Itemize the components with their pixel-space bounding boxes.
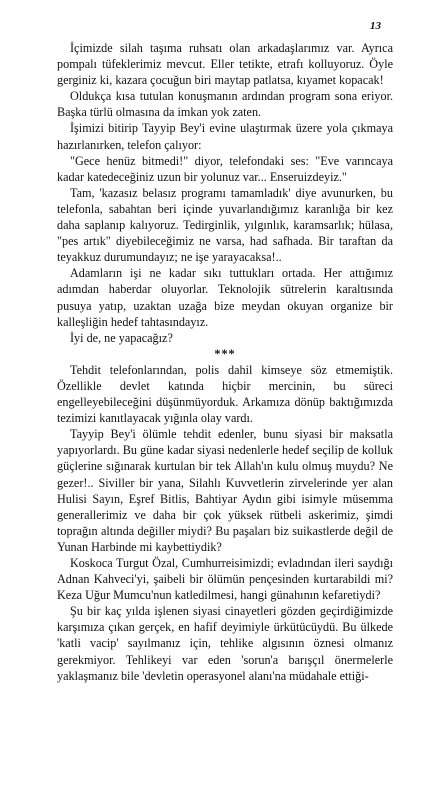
paragraph-7: İyi de, ne yapacağız? <box>70 330 173 345</box>
paragraph-2: Oldukça kısa tutulan konuşmanın ardından program sona eriyor. Başka türlü olmasına da imkan yok zaten. <box>57 89 393 120</box>
paragraph-4: "Gece henüz bitmedi!" diyor, telefondaki ses: "Eve varıncaya kadar katedeceğiniz uzun bir yolunuz var... Enseruizdeyiz." <box>57 153 393 184</box>
paragraph-5: Tam, 'kazasız belasız programı tamamladık' diye avunurken, bu telefonla, sabahtan beri içinde yuvarlandığımız karanlığa bir kez daha saplanıp kalıyoruz. Tedirginlik, yılgınlık, karamsarlık; hülasa, "pes artık" diyebileceğimiz ne varsa, had safhada. Bir taraftan da teyakkuz durumundayız; ne işe yarayacaksa!.. <box>57 185 393 265</box>
page-number: 13 <box>370 20 381 32</box>
paragraph-3: İşimizi bitirip Tayyip Bey'i evine ulaştırmak üzere yola çıkmaya hazırlanırken, telefon çalıyor: <box>57 121 393 152</box>
paragraph-11: Şu bir kaç yılda işlenen siyasi cinayetleri gözden geçirdiğimizde karşımıza çıkan gerçek, en hafif deyimiyle ürkütücüydü. Bu ülkede 'katli vacip' sayılmanız için, tehlike algısının öznesi olmanız gerekmiyor. Tehlikeyi var eden 'sorun'a barışçıl önermelerle yaklaşmanız bile 'devletin operasyonel alanı'na müdahale ettiği- <box>57 604 393 683</box>
body-text <box>57 40 393 684</box>
paragraph-8: Tehdit telefonlarından, polis dahil kimseye söz etmemiştik. Özellikle devlet katında hiçbir mercinin, bu süreci engelleyebileceğini düşünmüyorduk. Arkamıza dönüp baktığımızda tezimizi kanıtlayacak yığınla olay vardı. <box>57 362 393 426</box>
paragraph-1: İçimizde silah taşıma ruhsatı olan arkadaşlarımız var. Ayrıca pompalı tüfeklerimiz mevcut. Eller tetikte, etrafı kolluyoruz. Öyle gerginiz ki, kazara çocuğun biri maytap patlatsa, kıyamet kopacak! <box>57 41 393 88</box>
paragraph-6: Adamların işi ne kadar sıkı tuttukları ortada. Her attığımız adımdan haberdar oluyorlar. Teknolojik sütrelerin karaltısında pusuya yatıp, uzaktan uzağa bize meydan okuyan organize bir kalleşliğin hedef tahtasındayız. <box>57 266 393 329</box>
section-separator: *** <box>214 346 236 361</box>
paragraph-10: Koskoca Turgut Özal, Cumhurreisimizdi; evladından ileri saydığı Adnan Kahveci'yi, şaibeli bir ölümün pençesinden kurtarabildi mi? Keza Uğur Mumcu'nun katledilmesi, hangi günahının kefaretiydi? <box>57 556 393 603</box>
paragraph-9: Tayyip Bey'i ölümle tehdit edenler, bunu siyasi bir maksatla yapıyorlardı. Bu güne kadar siyasi nedenlerle hedef seçilip de kolluk güçlerine sığınarak kurtulan bir tek Allah'ın kulu olmuş muydu? Ne gezer!.. Siviller bir yana, Silahlı Kuvvetlerin zirvelerinde yer alan Hulisi Sayın, Eşref Bitlis, Bahtiyar Aydın gibi isimyle müsemma generallerimiz ve daha bir çok yüksek rütbeli askerimiz, şimdi toprağın altında değiller miydi? Bu paşaları biz suikastlerde değil de Yunan Harbinde mi kaybettiydik? <box>57 427 393 554</box>
